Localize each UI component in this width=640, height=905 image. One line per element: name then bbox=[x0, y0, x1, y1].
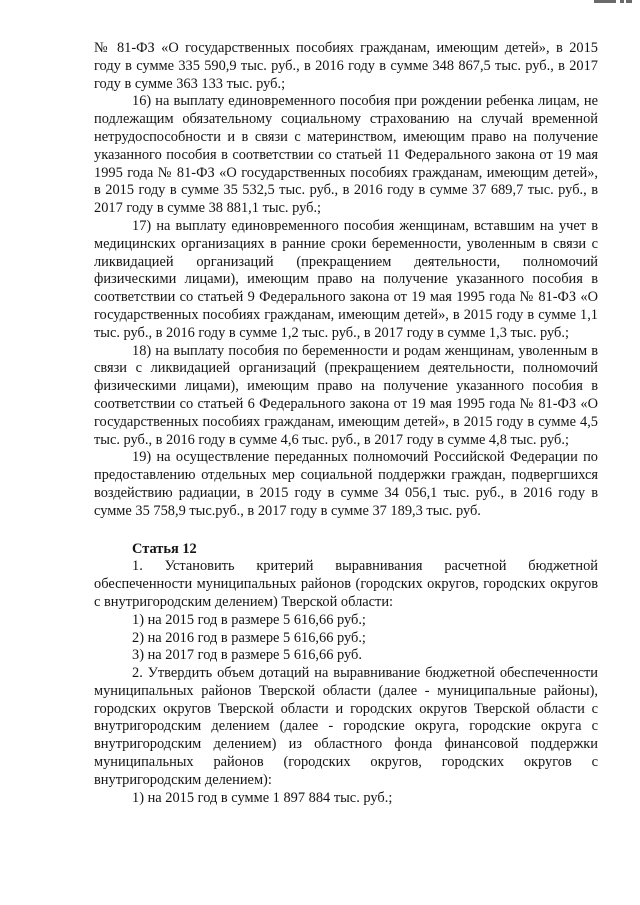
paragraph-item-17: 17) на выплату единовременного пособия женщинам, вставшим на учет в медицинских организациях в ранние сроки беременности, уволенным в связи с ликвидацией организаций (прекращением деятельности, полномочий физическими лицами), имеющим право на получение указанного пособия в соответствии со статьей 9 Федерального закона от 19 мая 1995 года № 81-ФЗ «О государственных пособиях гражданам, имеющим детей», в 2015 году в сумме 1,1 тыс. руб., в 2016 году в сумме 1,2 тыс. руб., в 2017 году в сумме 1,3 тыс. руб.; bbox=[94, 217, 598, 341]
article-12-heading: Статья 12 bbox=[132, 540, 197, 557]
paragraph-item-16: 16) на выплату единовременного пособия при рождении ребенка лицам, не подлежащим обязательному социальному страхованию на случай временной нетрудоспособности и в связи с материнством, имеющим право на получение указанного пособия в соответствии со статьей 11 Федерального закона от 19 мая 1995 года № 81-ФЗ «О государственных пособиях гражданам, имеющим детей», в 2015 году в сумме 35 532,5 тыс. руб., в 2016 году в сумме 37 689,7 тыс. руб., в 2017 году в сумме 38 881,1 тыс. руб.; bbox=[94, 93, 598, 217]
list-item-2016-criterion: 2) на 2016 год в размере 5 616,66 руб.; bbox=[132, 629, 366, 646]
article-12-clause-2: 2. Утвердить объем дотаций на выравнивание бюджетной обеспеченности муниципальных районов Тверской области (далее - муниципальные районы), городских округов Тверской области и городских округов Тверской области с внутригородским делением (далее - городские округа, городские округа с внутригородским делением) из областного фонда финансовой поддержки муниципальных районов (городских округов, городских округов с внутригородским делением): bbox=[94, 665, 598, 788]
list-item-2017-criterion: 3) на 2017 год в размере 5 616,66 руб. bbox=[132, 647, 362, 664]
paragraph-item-18: 18) на выплату пособия по беременности и родам женщинам, уволенным в связи с ликвидацией организаций (прекращением деятельности, полномочий физическими лицами), имеющим право на получение указанного пособия в соответствии со статьей 6 Федерального закона от 19 мая 1995 года № 81-ФЗ «О государственных пособиях гражданам, имеющим детей», в 2015 году в сумме 4,5 тыс. руб., в 2016 году в сумме 4,6 тыс. руб., в 2017 году в сумме 4,8 тыс. руб.; bbox=[94, 342, 598, 448]
paragraph-item-19: 19) на осуществление переданных полномочий Российской Федерации по предоставлению отдельных мер социальной поддержки граждан, подвергшихся воздействию радиации, в 2015 году в сумме 34 056,1 тыс. руб., в 2016 году в сумме 35 758,9 тыс.руб., в 2017 году в сумме 37 189,3 тыс. руб. bbox=[94, 449, 598, 519]
list-item-2015-criterion: 1) на 2015 год в размере 5 616,66 руб.; bbox=[132, 611, 366, 628]
scan-corner-mark bbox=[594, 0, 632, 4]
paragraph-continuation: № 81-ФЗ «О государственных пособиях гражданам, имеющим детей», в 2015 году в сумме 335 590,9 тыс. руб., в 2016 году в сумме 348 867,5 тыс. руб., в 2017 году в сумме 363 133 тыс. руб.; bbox=[94, 40, 598, 92]
article-12-clause-1: 1. Установить критерий выравнивания расчетной бюджетной обеспеченности муниципальных районов (городских округов, городских округов с внутригородским делением) Тверской области: bbox=[94, 558, 598, 610]
list-item-2015-grant: 1) на 2015 год в сумме 1 897 884 тыс. руб.; bbox=[132, 789, 393, 806]
document-body bbox=[94, 40, 598, 807]
